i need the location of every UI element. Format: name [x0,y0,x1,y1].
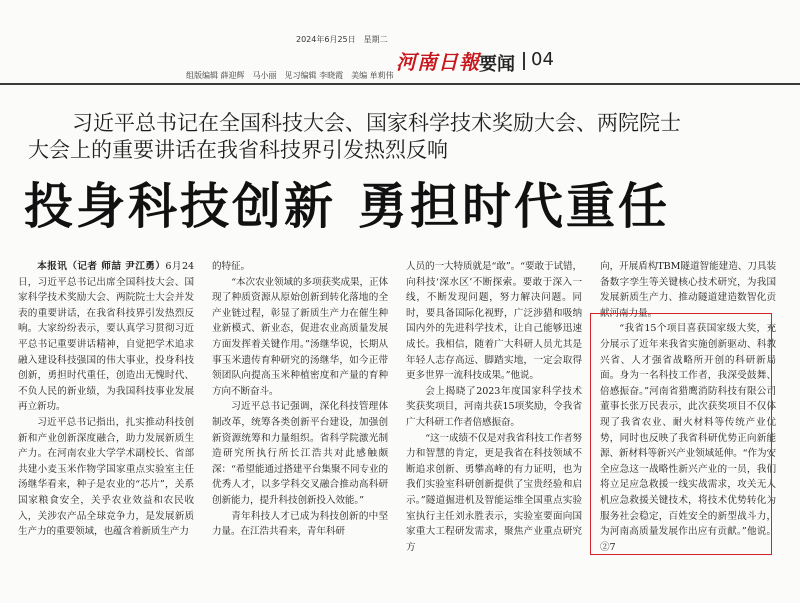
section-title: 要闻 [479,54,515,75]
article-column-3 [406,259,582,603]
article-paragraph: 青年科技人才已成为科技创新的中坚力量。在江浩共看来，青年科研 [212,510,388,538]
main-headline [24,177,784,237]
headline-part-2: 勇担时代重任 [358,178,671,235]
article-paragraph: 会上揭晓了2023年度国家科学技术奖获奖项目，河南共获15项奖励，令我省广大科研工作者倍感振奋。 [406,385,582,428]
article-column-2 [212,259,388,603]
article-paragraph: 向，开展盾构TBM隧道智能建造、刀具装备数字孪生等关键核心技术研究，为我国发展新质生产力、推动隧道建造数智化贡献河南力量。 [600,261,776,319]
article-paragraph: 习近平总书记指出，扎实推动科技创新和产业创新深度融合，助力发展新质生产力。在河南农业大学学术副校长、省部共建小麦玉米作物学国家重点实验室主任汤继华看来，种子是农业的“芯片”，关系国家粮食安全，关乎农业效益和农民收入，关涉农产品全球竞争力，是发展新质生产力的重要领域，也蕴含着新质生产力 [18,416,194,538]
headline-part-1: 投身科技创新 [24,178,337,235]
kicker-line-2: 大会上的重要讲话在我省科技界引发热烈反响 [28,138,448,162]
highlight-box [590,313,772,555]
article-paragraph: 的特征。 [212,261,250,272]
article-paragraph: “本次农业领域的多项获奖成果，正体现了种质资源从原始创新到转化落地的全产业链过程，彰显了新质生产力在催生种业新模式、新业态，促进农业高质量发展方面发挥着关键作用。”汤继华说，长期从事玉米遗传育种研究的汤继华，如今正带领团队向提高玉米种植密度和产量的育种方向不断奋斗。 [212,276,388,397]
section-separator [523,52,525,70]
article-paragraph: 人员的一大特质就是“敢”。“要敢于试错，向科技‘深水区’不断探索。要敢于深入一线，不断发现问题，努力解决问题。同时，要具备国际化视野，广泛涉猎和吸纳国内外的先进科学技术，让自己能够迅速成长。我相信，随着广大科研人员尤其是年轻人志存高远、脚踏实地，一定会取得更多世界一流科技成果。”他说。 [406,261,582,382]
issue-date: 2024年6月25日 星期二 [296,35,388,44]
page-number: 04 [531,49,554,70]
kicker-line-1: 习近平总书记在全国科技大会、国家科学技术奖励大会、两院院士 [72,111,681,135]
masthead [0,14,800,80]
paragraph-text: 6月24日，习近平总书记出席全国科技大会、国家科学技术奖励大会、两院院士大会并发表的重要讲话，在我省科技界引发热烈反响。大家纷纷表示，要认真学习贯彻习近平总书记重要讲话精神，自觉把学术追求融入建设科技强国的伟大事业，投身科技创新，勇担时代重任，创造出无愧时代、不负人民的新业绩，为我国科技事业发展再立新功。 [18,261,194,413]
article-paragraph: 习近平总书记强调，深化科技管理体制改革，统筹各类创新平台建设，加强创新资源统筹和力量组织。省科学院激光制造研究所执行所长江浩共对此感触颇深：“希望能通过搭建平台集聚不同专业的优秀人才，以多学科交叉融合推动高科研创新能力，提升科技创新投入效能。” [212,401,388,506]
masthead-rule [0,83,800,85]
article-paragraph [18,259,194,415]
kicker-headline [28,110,788,164]
article-paragraph: “我省15个项目喜获国家级大奖，充分展示了近年来我省实施创新驱动、科教兴省、人才强省战略所开创的科研新局面。身为一名科技工作者，我深受鼓舞、倍感振奋。”河南省猎鹰消防科技有限公司董事长张万民表示，此次获奖项目不仅体现了我省农业、耐火材料等传统产业优势，同时也反映了我省科研优势正向新能源、新材料等新兴产业领域延伸。“作为安全应急这一战略性新兴产业的一员，我们将立足应急救援一线实战需求，攻关无人机应急救援关键技术，将技术优势转化为服务社会稳定，百姓安全的新型战斗力，为河南高质量发展作出应有贡献。”他说。②7 [600,323,776,553]
article-column-1 [18,259,194,603]
article-paragraph: “这一成绩不仅是对我省科技工作者努力和智慧的肯定，更是我省在科技领域不断追求创新、勇攀高峰的有力证明，也为我们实验室科研创新提供了宝贵经验和启示。”隧道掘进机及智能运维全国重点实验室执行主任刘永胜表示，实验室要面向国家重大工程研发需求，聚焦产业重点研究方 [406,432,582,553]
article-byline: 本报讯（记者 师喆 尹江勇） [37,261,166,272]
newspaper-logo: 河南日報 [396,50,480,74]
editor-credits: 组版编辑 薛迎辉 马小丽 见习编辑 李晓霞 美编 单莉伟 [186,71,394,80]
